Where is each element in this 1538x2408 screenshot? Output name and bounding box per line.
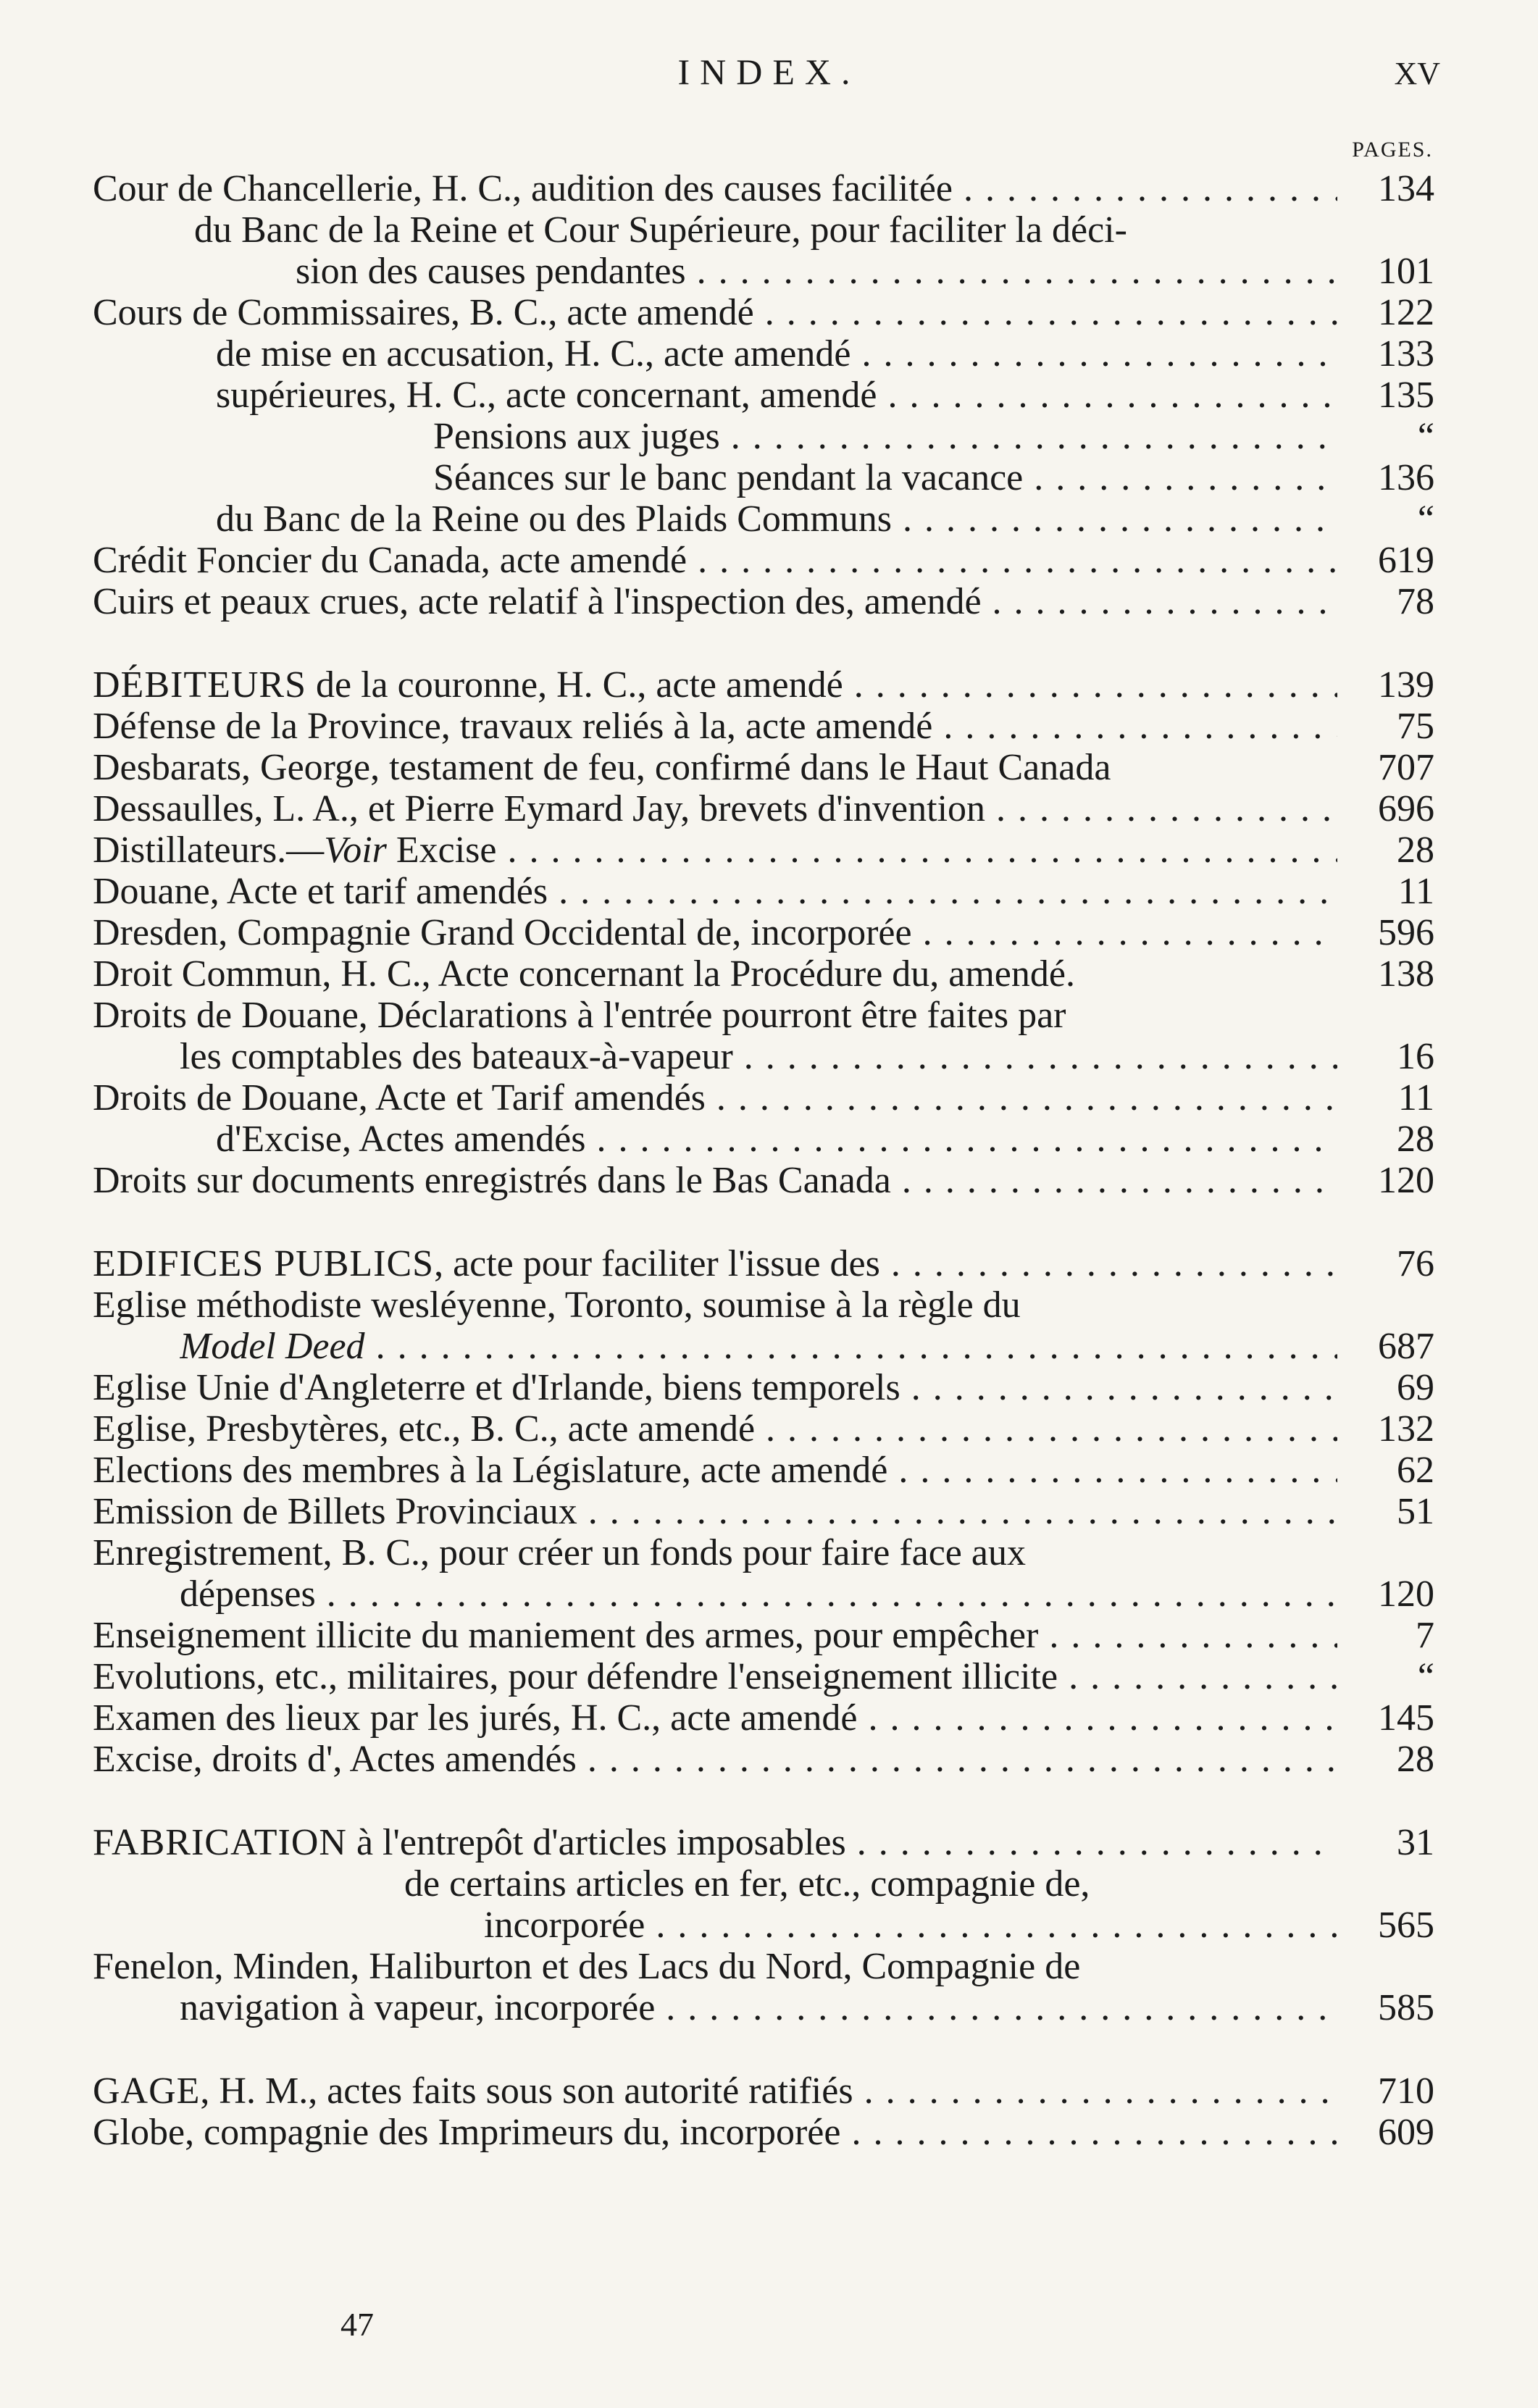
entry-text-main: Eglise, Presbytères, etc., B. C., acte amendé [93,1408,756,1450]
entry-continuation [180,1987,1337,2028]
entry-heading-caps: DÉBITEURS [93,664,306,706]
entry-text-main: de la couronne, H. C., acte amendé [306,664,843,706]
entry-page-number: “ [1417,416,1434,457]
entry-text [93,1656,1337,1697]
entry-text [93,829,1337,871]
entry-page-number: 101 [1378,251,1434,292]
index-entry [93,1077,1434,1119]
entry-text-main: Emission de Billets Provinciaux [93,1491,577,1532]
entry-text-main: Fenelon, Minden, Haliburton et des Lacs du Nord, Compagnie de [93,1946,1081,1987]
index-entry [93,1532,1434,1615]
index-entry [93,209,1434,292]
entry-text [93,706,1337,747]
entry-text [93,168,1337,209]
entry-text [93,747,1337,788]
index-entry [93,953,1434,995]
entry-continuation [484,1905,1337,1946]
index-entry [93,1160,1434,1201]
entry-text-main: Elections des membres à la Législature, acte amendé [93,1450,888,1491]
entry-continuation [296,251,1337,292]
index-entry [93,375,1434,416]
entry-text-main: Séances sur le banc pendant la vacance [433,457,1024,498]
entry-text [93,1243,1337,1284]
section-gap [93,1201,1434,1243]
entry-text [93,995,1337,1036]
entry-text-main: Globe, compagnie des Imprimeurs du, incorporée [93,2112,841,2153]
entry-text [216,1119,1337,1160]
index-entry [93,2112,1434,2153]
entry-continuation-text: Model Deed [180,1326,365,1367]
index-entry [93,416,1434,457]
index-entry [93,871,1434,912]
entry-text-tail: Excise [386,829,497,871]
entry-text-main: supérieures, H. C., acte concernant, amendé [216,375,877,416]
index-entry [93,1243,1434,1284]
entry-text-main: Evolutions, etc., militaires, pour défendre l'enseignement illicite [93,1656,1058,1697]
page-header [0,51,1538,101]
entry-text [93,2112,1337,2153]
entry-cross-reference: Voir [324,829,387,871]
entry-page-number: 78 [1397,581,1434,622]
index-entry [93,788,1434,829]
entry-text-main: du Banc de la Reine et Cour Supérieure, pour faciliter la déci- [194,209,1127,251]
entry-text [93,912,1337,953]
entry-text-main: Desbarats, George, testament de feu, confirmé dans le Haut Canada [93,747,1111,788]
entry-page-number: 609 [1378,2112,1434,2153]
entry-continuation-text: sion des causes pendantes [296,251,686,292]
entry-text [93,540,1337,581]
entry-text-main: Eglise méthodiste wesléyenne, Toronto, soumise à la règle du [93,1284,1021,1326]
entry-text [194,209,1337,251]
index-entry [93,1408,1434,1450]
entry-continuation [180,1036,1337,1077]
entry-page-number: 28 [1397,829,1434,871]
entry-heading-caps: GAGE [93,2070,201,2112]
section-gap [93,2028,1434,2070]
index-entry [93,664,1434,706]
index-entry [93,581,1434,622]
index-entry [93,747,1434,788]
entry-page-number: 139 [1378,664,1434,706]
entry-text [93,581,1337,622]
entry-text [93,1450,1337,1491]
entry-text-main: Examen des lieux par les jurés, H. C., acte amendé [93,1697,858,1739]
entry-text-main: Cuirs et peaux crues, acte relatif à l'inspection des, amendé [93,581,982,622]
index-entry [93,1697,1434,1739]
entry-page-number: 11 [1397,1077,1434,1119]
index-entry [93,912,1434,953]
entry-text [93,1367,1337,1408]
entry-text-main: à l'entrepôt d'articles imposables [346,1822,846,1863]
entry-text [93,1284,1337,1326]
entry-page-number: 565 [1378,1905,1434,1946]
entry-page-number: “ [1417,498,1434,540]
entry-continuation [180,1573,1337,1615]
entry-page-number: 710 [1378,2070,1434,2112]
entry-page-number: 120 [1378,1160,1434,1201]
entry-continuation-text: incorporée [484,1905,645,1946]
entry-text [93,664,1337,706]
entry-page-number: 7 [1416,1615,1434,1656]
entry-text-main: Dessaulles, L. A., et Pierre Eymard Jay, brevets d'invention [93,788,986,829]
entry-page-number: 69 [1397,1367,1434,1408]
entry-text [93,1077,1337,1119]
index-entry [93,168,1434,209]
index-entry [93,457,1434,498]
entry-text [216,333,1337,375]
index-entries [93,168,1434,2153]
index-entry [93,333,1434,375]
entry-text [93,788,1337,829]
entry-text [93,1160,1337,1201]
entry-text-main: , H. M., actes faits sous son autorité ratifiés [200,2070,853,2112]
entry-text [93,1491,1337,1532]
index-entry [93,2070,1434,2112]
entry-page-number: 31 [1397,1822,1434,1863]
entry-page-number: 28 [1397,1739,1434,1780]
entry-text [93,871,1337,912]
entry-text-main: Distillateurs.— [93,829,325,871]
entry-text-main: de certains articles en fer, etc., compagnie de, [404,1863,1090,1905]
entry-text [404,1863,1337,1905]
entry-page-number: “ [1417,1656,1434,1697]
entry-page-number: 619 [1378,540,1434,581]
entry-continuation-text: dépenses [180,1573,316,1615]
entry-text-main: Droits de Douane, Déclarations à l'entrée pourront être faites par [93,995,1066,1036]
pages-column-label: PAGES. [1352,138,1433,162]
entry-text [93,1697,1337,1739]
entry-page-number: 134 [1378,168,1434,209]
entry-text [93,1615,1337,1656]
entry-text-main: Eglise Unie d'Angleterre et d'Irlande, biens temporels [93,1367,900,1408]
entry-page-number: 136 [1378,457,1434,498]
entry-continuation [180,1326,1337,1367]
entry-page-number: 75 [1397,706,1434,747]
index-entry [93,706,1434,747]
roman-page-number: XV [1394,56,1440,91]
entry-text [93,1532,1337,1573]
entry-page-number: 133 [1378,333,1434,375]
index-entry [93,1656,1434,1697]
index-entry [93,829,1434,871]
entry-text-main: Crédit Foncier du Canada, acte amendé [93,540,687,581]
entry-page-number: 145 [1378,1697,1434,1739]
entry-page-number: 687 [1378,1326,1434,1367]
entry-text-main: Pensions aux juges [433,416,720,457]
index-entry [93,1863,1434,1946]
entry-page-number: 707 [1378,747,1434,788]
entry-text-main: Excise, droits d', Actes amendés [93,1739,577,1780]
entry-text-main: Cours de Commissaires, B. C., acte amendé [93,292,754,333]
index-entry [93,995,1434,1077]
entry-text [216,498,1337,540]
index-entry [93,1946,1434,2028]
entry-page-number: 585 [1378,1987,1434,2028]
index-entry [93,1367,1434,1408]
entry-text [93,953,1337,995]
index-entry [93,1284,1434,1367]
entry-page-number: 62 [1397,1450,1434,1491]
entry-page-number: 696 [1378,788,1434,829]
entry-page-number: 51 [1397,1491,1434,1532]
entry-continuation-text: navigation à vapeur, incorporée [180,1987,656,2028]
entry-text-main: Enregistrement, B. C., pour créer un fonds pour faire face aux [93,1532,1026,1573]
entry-heading-caps: FABRICATION [93,1822,347,1863]
entry-page-number: 122 [1378,292,1434,333]
entry-page-number: 138 [1378,953,1434,995]
entry-text-main: Droits sur documents enregistrés dans le Bas Canada [93,1160,891,1201]
section-gap [93,622,1434,664]
index-entry [93,1119,1434,1160]
entry-page-number: 596 [1378,912,1434,953]
entry-page-number: 16 [1397,1036,1434,1077]
entry-text-main: d'Excise, Actes amendés [216,1119,586,1160]
entry-text [93,1946,1337,1987]
section-gap [93,1780,1434,1822]
entry-page-number: 132 [1378,1408,1434,1450]
folio-number: 47 [340,2306,374,2343]
entry-text [93,292,1337,333]
index-entry [93,292,1434,333]
entry-text-main: Dresden, Compagnie Grand Occidental de, incorporée [93,912,912,953]
entry-text-main: Défense de la Province, travaux reliés à la, acte amendé [93,706,933,747]
entry-text-main: Douane, Acte et tarif amendés [93,871,548,912]
index-entry [93,1822,1434,1863]
index-entry [93,1739,1434,1780]
index-entry [93,1491,1434,1532]
index-entry [93,1450,1434,1491]
index-entry [93,1615,1434,1656]
running-title: INDEX. [677,51,861,92]
entry-text-main: de mise en accusation, H. C., acte amendé [216,333,851,375]
entry-text-main: , acte pour faciliter l'issue des [434,1243,880,1284]
entry-continuation-text: les comptables des bateaux-à-vapeur [180,1036,733,1077]
entry-text [433,416,1337,457]
entry-text [216,375,1337,416]
index-entry [93,498,1434,540]
entry-page-number: 11 [1397,871,1434,912]
entry-page-number: 135 [1378,375,1434,416]
entry-text [93,1408,1337,1450]
entry-page-number: 76 [1397,1243,1434,1284]
entry-text-main: Droit Commun, H. C., Acte concernant la Procédure du, amendé. [93,953,1075,995]
entry-heading-caps: EDIFICES PUBLICS [93,1243,435,1284]
entry-text-main: du Banc de la Reine ou des Plaids Communs [216,498,893,540]
entry-text [93,1739,1337,1780]
entry-text-main: Enseignement illicite du maniement des armes, pour empêcher [93,1615,1039,1656]
entry-page-number: 28 [1397,1119,1434,1160]
entry-text-main: Droits de Douane, Acte et Tarif amendés [93,1077,706,1119]
index-entry [93,540,1434,581]
entry-text [433,457,1337,498]
entry-page-number: 120 [1378,1573,1434,1615]
entry-text-main: Cour de Chancellerie, H. C., audition des causes facilitée [93,168,953,209]
entry-text [93,2070,1337,2112]
entry-text [93,1822,1337,1863]
